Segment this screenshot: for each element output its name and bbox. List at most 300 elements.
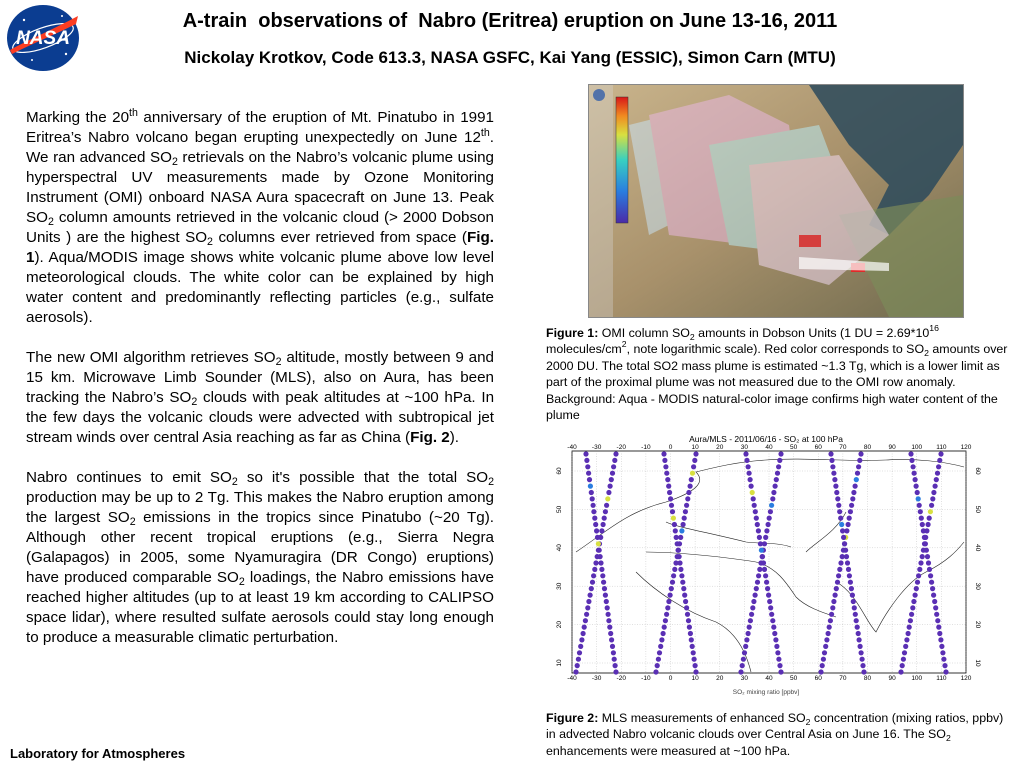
mls-measurement-point bbox=[691, 464, 696, 469]
mls-measurement-point bbox=[684, 605, 689, 610]
lon-tick-top: 110 bbox=[936, 444, 947, 451]
mls-measurement-point bbox=[919, 516, 924, 521]
lon-tick-bottom: 0 bbox=[668, 675, 673, 682]
lon-tick-top: 0 bbox=[668, 444, 673, 451]
mls-measurement-point bbox=[657, 650, 662, 655]
mls-measurement-point bbox=[942, 663, 947, 668]
mls-measurement-point bbox=[931, 490, 936, 495]
mls-measurement-point bbox=[754, 586, 759, 591]
mls-measurement-point bbox=[853, 612, 858, 617]
mls-measurement-point bbox=[678, 567, 683, 572]
mls-measurement-point bbox=[920, 522, 925, 527]
mls-measurement-point bbox=[860, 663, 865, 668]
lat-tick-right: 50 bbox=[974, 505, 981, 514]
mls-measurement-point bbox=[676, 548, 681, 553]
lat-tick-left: 60 bbox=[556, 467, 563, 475]
nasa-logo bbox=[2, 2, 84, 74]
lat-tick-right: 60 bbox=[974, 467, 981, 475]
mls-measurement-point bbox=[769, 503, 774, 508]
lon-tick-bottom: -10 bbox=[641, 675, 651, 682]
mls-measurement-point bbox=[746, 631, 751, 636]
paragraph-3: Nabro continues to emit $SO_2$ so it's possible that the total $SO_2$ production may be up to 2 Tg. This makes the Nabro eruption among the largest $SO_2$ emissions in the tropics since Pinatubo (~20 Tg). Although other recent tropical eruptions (e.g., Sierra Negra (Galapagos) in 2005, some Nyamuragira (DR Congo) eruptions) have produced comparable $SO_2$ loadings, the Nabro emissions have reached higher altitudes (up to at least 19 km according to CALIPSO space lidar), where resulted sulfate aerosols could stay long enough to produce a measurable climatic perturbation. bbox=[26, 469, 494, 646]
mls-measurement-point bbox=[934, 612, 939, 617]
mls-measurement-point bbox=[673, 528, 678, 533]
mls-measurement-point bbox=[750, 605, 755, 610]
mls-measurement-point bbox=[860, 657, 865, 662]
mls-measurement-point bbox=[670, 580, 675, 585]
mls-measurement-point bbox=[605, 496, 610, 501]
mls-measurement-point bbox=[929, 580, 934, 585]
mls-measurement-point bbox=[678, 535, 683, 540]
mls-measurement-point bbox=[755, 522, 760, 527]
lat-tick-right: 20 bbox=[974, 620, 981, 629]
colorbar-label: SO₂ mixing ratio [ppbv] bbox=[732, 689, 800, 696]
mls-measurement-point bbox=[853, 484, 858, 489]
mls-measurement-point bbox=[851, 490, 856, 495]
mls-measurement-point bbox=[664, 612, 669, 617]
mls-measurement-point bbox=[836, 503, 841, 508]
mls-measurement-point bbox=[850, 593, 855, 598]
mls-measurement-point bbox=[836, 573, 841, 578]
mls-measurement-point bbox=[602, 516, 607, 521]
lon-tick-top: -40 bbox=[567, 444, 577, 451]
mls-measurement-point bbox=[591, 573, 596, 578]
mls-measurement-point bbox=[600, 573, 605, 578]
mls-measurement-point bbox=[775, 471, 780, 476]
lon-tick-top: -20 bbox=[616, 444, 626, 451]
mls-measurement-point bbox=[743, 451, 748, 456]
mls-measurement-point bbox=[851, 599, 856, 604]
mls-measurement-point bbox=[931, 593, 936, 598]
mls-measurement-point bbox=[665, 477, 670, 482]
mls-measurement-point bbox=[829, 458, 834, 463]
lat-tick-left: 40 bbox=[556, 544, 563, 552]
mls-measurement-point bbox=[581, 631, 586, 636]
figure-1-satellite-image bbox=[588, 84, 964, 318]
mls-measurement-point bbox=[585, 605, 590, 610]
mls-measurement-point bbox=[680, 580, 685, 585]
mls-measurement-point bbox=[842, 541, 847, 546]
mls-measurement-point bbox=[918, 560, 923, 565]
mls-measurement-point bbox=[665, 605, 670, 610]
mls-measurement-point bbox=[738, 669, 743, 674]
figure-2-mls-map bbox=[546, 432, 986, 702]
mls-measurement-point bbox=[672, 567, 677, 572]
mls-measurement-point bbox=[659, 637, 664, 642]
mls-measurement-point bbox=[664, 471, 669, 476]
mls-measurement-point bbox=[764, 528, 769, 533]
lon-tick-bottom: 50 bbox=[790, 675, 798, 682]
mls-measurement-point bbox=[920, 554, 925, 559]
mls-measurement-point bbox=[746, 464, 751, 469]
mls-measurement-point bbox=[935, 618, 940, 623]
lon-tick-bottom: 10 bbox=[691, 675, 699, 682]
fig2-reference: Fig. 2 bbox=[410, 429, 450, 446]
mls-measurement-point bbox=[769, 612, 774, 617]
mls-measurement-point bbox=[606, 618, 611, 623]
lat-tick-left: 50 bbox=[556, 505, 563, 514]
mls-measurement-point bbox=[846, 567, 851, 572]
mls-measurement-point bbox=[824, 637, 829, 642]
mls-measurement-point bbox=[914, 484, 919, 489]
mls-measurement-point bbox=[682, 593, 687, 598]
mls-measurement-point bbox=[666, 484, 671, 489]
mls-measurement-point bbox=[584, 458, 589, 463]
footer-lab: Laboratory for Atmospheres bbox=[10, 746, 186, 761]
mls-measurement-point bbox=[752, 503, 757, 508]
mls-measurement-point bbox=[858, 451, 863, 456]
lon-tick-bottom: 40 bbox=[765, 675, 773, 682]
mls-measurement-point bbox=[679, 573, 684, 578]
mls-measurement-point bbox=[754, 516, 759, 521]
mls-measurement-point bbox=[753, 593, 758, 598]
mls-measurement-point bbox=[681, 586, 686, 591]
mls-measurement-point bbox=[685, 612, 690, 617]
mls-measurement-point bbox=[672, 522, 677, 527]
mls-measurement-point bbox=[929, 503, 934, 508]
mls-measurement-point bbox=[748, 618, 753, 623]
mls-measurement-point bbox=[604, 599, 609, 604]
mls-measurement-point bbox=[686, 618, 691, 623]
satellite-map bbox=[589, 85, 963, 317]
mls-measurement-point bbox=[845, 560, 850, 565]
mls-measurement-point bbox=[898, 669, 903, 674]
mls-measurement-point bbox=[849, 586, 854, 591]
mls-measurement-point bbox=[744, 458, 749, 463]
mls-measurement-point bbox=[756, 528, 761, 533]
mls-measurement-point bbox=[834, 490, 839, 495]
mls-measurement-point bbox=[843, 548, 848, 553]
mls-measurement-point bbox=[772, 631, 777, 636]
mls-measurement-point bbox=[770, 618, 775, 623]
mls-measurement-point bbox=[592, 516, 597, 521]
mls-measurement-point bbox=[935, 471, 940, 476]
mls-measurement-point bbox=[844, 554, 849, 559]
mls-measurement-point bbox=[857, 637, 862, 642]
mls-measurement-point bbox=[667, 490, 672, 495]
mls-measurement-point bbox=[831, 471, 836, 476]
mls-measurement-point bbox=[591, 503, 596, 508]
mls-measurement-point bbox=[852, 605, 857, 610]
lon-tick-top: 10 bbox=[691, 444, 699, 451]
mls-measurement-point bbox=[605, 605, 610, 610]
mls-measurement-point bbox=[910, 605, 915, 610]
mls-measurement-point bbox=[749, 612, 754, 617]
mls-measurement-point bbox=[847, 573, 852, 578]
mls-measurement-point bbox=[858, 644, 863, 649]
mls-measurement-point bbox=[918, 509, 923, 514]
lon-tick-bottom: 120 bbox=[960, 675, 972, 682]
mls-measurement-point bbox=[585, 464, 590, 469]
mls-measurement-point bbox=[751, 496, 756, 501]
mls-measurement-point bbox=[847, 516, 852, 521]
mls-measurement-point bbox=[753, 509, 758, 514]
mls-measurement-point bbox=[688, 484, 693, 489]
mls-measurement-point bbox=[759, 548, 764, 553]
mls-measurement-point bbox=[915, 490, 920, 495]
figure-2-plot-title: Aura/MLS - 2011/06/16 - SO₂ at 100 hPa bbox=[689, 434, 843, 444]
mls-measurement-point bbox=[906, 631, 911, 636]
mls-measurement-point bbox=[663, 464, 668, 469]
mls-measurement-point bbox=[766, 522, 771, 527]
mls-measurement-point bbox=[687, 625, 692, 630]
mls-measurement-point bbox=[669, 586, 674, 591]
mls-measurement-point bbox=[590, 580, 595, 585]
mls-measurement-point bbox=[594, 528, 599, 533]
lon-tick-top: -10 bbox=[641, 444, 651, 451]
mls-measurement-point bbox=[751, 599, 756, 604]
mls-measurement-point bbox=[583, 451, 588, 456]
mls-measurement-point bbox=[923, 541, 928, 546]
mls-measurement-point bbox=[837, 509, 842, 514]
mls-measurement-point bbox=[661, 631, 666, 636]
mls-measurement-point bbox=[856, 631, 861, 636]
mls-measurement-point bbox=[686, 490, 691, 495]
mls-measurement-point bbox=[854, 477, 859, 482]
mls-measurement-point bbox=[900, 663, 905, 668]
mls-measurement-point bbox=[591, 509, 596, 514]
mls-measurement-point bbox=[587, 477, 592, 482]
mls-measurement-point bbox=[833, 484, 838, 489]
mls-measurement-point bbox=[582, 625, 587, 630]
mls-measurement-point bbox=[909, 458, 914, 463]
lon-tick-bottom: 60 bbox=[814, 675, 822, 682]
mls-measurement-point bbox=[916, 496, 921, 501]
lon-tick-top: 60 bbox=[814, 444, 822, 451]
lat-tick-left: 20 bbox=[556, 620, 563, 629]
lat-tick-left: 10 bbox=[556, 659, 563, 667]
mls-measurement-point bbox=[937, 458, 942, 463]
mls-measurement-point bbox=[831, 599, 836, 604]
mls-measurement-point bbox=[930, 496, 935, 501]
mls-measurement-point bbox=[748, 477, 753, 482]
lon-tick-bottom: 30 bbox=[740, 675, 748, 682]
mls-measurement-point bbox=[932, 599, 937, 604]
lon-tick-bottom: 20 bbox=[716, 675, 724, 682]
mls-measurement-point bbox=[750, 490, 755, 495]
lon-tick-top: 40 bbox=[765, 444, 773, 451]
mls-measurement-point bbox=[755, 580, 760, 585]
mls-measurement-point bbox=[608, 631, 613, 636]
mls-measurement-point bbox=[663, 618, 668, 623]
mls-measurement-point bbox=[613, 663, 618, 668]
mls-measurement-point bbox=[840, 528, 845, 533]
mls-measurement-point bbox=[747, 471, 752, 476]
mls-measurement-point bbox=[848, 509, 853, 514]
mls-measurement-point bbox=[756, 573, 761, 578]
mls-measurement-point bbox=[603, 509, 608, 514]
mls-measurement-point bbox=[741, 657, 746, 662]
mls-measurement-point bbox=[765, 586, 770, 591]
paragraph-2: The new OMI algorithm retrieves $SO_2$ altitude, mostly between 9 and 15 km. Microwave Limb Sounder (MLS), also on Aura, has been tracking the Nabro’s $SO_2$ clouds with peak altitudes at ~100 hPa. In the few days the volcanic clouds were advected with subtropical jet stream winds over central Asia reaching as far as China (Fig. 2). bbox=[26, 349, 495, 446]
mls-measurement-point bbox=[832, 477, 837, 482]
mls-measurement-point bbox=[856, 464, 861, 469]
mls-measurement-point bbox=[655, 663, 660, 668]
mls-measurement-point bbox=[611, 650, 616, 655]
mls-measurement-point bbox=[928, 573, 933, 578]
mls-measurement-point bbox=[850, 496, 855, 501]
mls-measurement-point bbox=[613, 451, 618, 456]
mls-measurement-point bbox=[679, 528, 684, 533]
mls-measurement-point bbox=[936, 464, 941, 469]
mls-measurement-point bbox=[747, 625, 752, 630]
lat-tick-right: 30 bbox=[974, 582, 981, 590]
mls-measurement-point bbox=[776, 464, 781, 469]
mls-measurement-point bbox=[685, 496, 690, 501]
lon-tick-bottom: 100 bbox=[911, 675, 923, 682]
lon-tick-top: 20 bbox=[716, 444, 724, 451]
mls-measurement-point bbox=[934, 477, 939, 482]
mls-measurement-point bbox=[662, 458, 667, 463]
mls-measurement-point bbox=[818, 669, 823, 674]
lat-tick-right: 10 bbox=[974, 659, 981, 667]
lon-tick-top: 120 bbox=[960, 444, 972, 451]
mls-measurement-point bbox=[677, 554, 682, 559]
mls-measurement-point bbox=[828, 618, 833, 623]
mls-measurement-point bbox=[589, 490, 594, 495]
mls-measurement-point bbox=[656, 657, 661, 662]
lon-tick-bottom: 70 bbox=[839, 675, 847, 682]
mls-measurement-point bbox=[677, 560, 682, 565]
mls-measurement-point bbox=[915, 580, 920, 585]
mls-measurement-point bbox=[907, 625, 912, 630]
body-text bbox=[26, 108, 494, 668]
mls-measurement-point bbox=[671, 573, 676, 578]
mls-measurement-point bbox=[855, 625, 860, 630]
mls-measurement-point bbox=[776, 657, 781, 662]
mls-measurement-point bbox=[597, 548, 602, 553]
mls-measurement-point bbox=[939, 644, 944, 649]
mls-measurement-point bbox=[611, 464, 616, 469]
mls-measurement-point bbox=[743, 644, 748, 649]
mls-measurement-point bbox=[599, 528, 604, 533]
mls-measurement-point bbox=[767, 516, 772, 521]
mls-measurement-point bbox=[770, 496, 775, 501]
mls-measurement-point bbox=[742, 650, 747, 655]
mls-measurement-point bbox=[941, 657, 946, 662]
mls-measurement-point bbox=[829, 612, 834, 617]
mls-measurement-point bbox=[901, 657, 906, 662]
mls-measurement-point bbox=[763, 573, 768, 578]
mls-measurement-point bbox=[578, 644, 583, 649]
mls-measurement-point bbox=[778, 669, 783, 674]
mls-measurement-point bbox=[820, 663, 825, 668]
mls-measurement-point bbox=[767, 599, 772, 604]
mls-measurement-point bbox=[692, 657, 697, 662]
mls-measurement-point bbox=[573, 669, 578, 674]
mls-measurement-point bbox=[577, 650, 582, 655]
mls-measurement-point bbox=[835, 496, 840, 501]
mls-measurement-point bbox=[911, 599, 916, 604]
mls-measurement-point bbox=[596, 541, 601, 546]
mls-measurement-point bbox=[777, 663, 782, 668]
mls-measurement-point bbox=[904, 637, 909, 642]
mls-measurement-point bbox=[682, 516, 687, 521]
mls-measurement-point bbox=[606, 490, 611, 495]
mls-measurement-point bbox=[857, 458, 862, 463]
mls-measurement-point bbox=[846, 522, 851, 527]
mls-measurement-point bbox=[841, 535, 846, 540]
mls-measurement-point bbox=[936, 625, 941, 630]
mls-measurement-point bbox=[773, 637, 778, 642]
mls-measurement-point bbox=[671, 516, 676, 521]
mls-measurement-point bbox=[612, 657, 617, 662]
mls-measurement-point bbox=[588, 593, 593, 598]
mls-measurement-point bbox=[774, 644, 779, 649]
mls-measurement-point bbox=[922, 535, 927, 540]
mls-measurement-point bbox=[690, 471, 695, 476]
mls-measurement-point bbox=[766, 593, 771, 598]
mls-measurement-point bbox=[837, 567, 842, 572]
mls-measurement-point bbox=[593, 522, 598, 527]
mls-measurement-point bbox=[826, 631, 831, 636]
mls-measurement-point bbox=[595, 535, 600, 540]
mls-measurement-point bbox=[849, 503, 854, 508]
page-title: A-train observations of Nabro (Eritrea) eruption on June 13-16, 2011 bbox=[182, 10, 838, 32]
mls-measurement-point bbox=[598, 560, 603, 565]
mls-measurement-point bbox=[924, 548, 929, 553]
mls-measurement-point bbox=[693, 669, 698, 674]
mls-measurement-point bbox=[653, 669, 658, 674]
mls-measurement-point bbox=[609, 637, 614, 642]
lon-tick-top: 80 bbox=[863, 444, 872, 451]
mls-measurement-point bbox=[913, 477, 918, 482]
mls-measurement-point bbox=[777, 458, 782, 463]
lon-tick-top: 30 bbox=[740, 444, 748, 451]
mls-measurement-point bbox=[579, 637, 584, 642]
mls-measurement-point bbox=[773, 484, 778, 489]
lon-tick-top: -30 bbox=[591, 444, 602, 451]
lon-tick-top: 90 bbox=[888, 444, 896, 451]
lat-tick-left: 30 bbox=[556, 582, 563, 590]
mls-measurement-point bbox=[917, 567, 922, 572]
mls-measurement-point bbox=[925, 554, 930, 559]
mls-measurement-point bbox=[598, 554, 603, 559]
lon-tick-bottom: 80 bbox=[863, 675, 872, 682]
mls-measurement-point bbox=[914, 586, 919, 591]
mls-measurement-point bbox=[601, 580, 606, 585]
mls-measurement-point bbox=[848, 580, 853, 585]
mls-measurement-point bbox=[834, 586, 839, 591]
mls-measurement-point bbox=[775, 650, 780, 655]
mls-measurement-point bbox=[593, 560, 598, 565]
mls-measurement-point bbox=[902, 650, 907, 655]
lon-tick-bottom: 110 bbox=[936, 675, 947, 682]
mls-measurement-point bbox=[764, 580, 769, 585]
mls-measurement-point bbox=[612, 458, 617, 463]
lon-tick-top: 100 bbox=[911, 444, 923, 451]
mls-measurement-point bbox=[613, 669, 618, 674]
mls-measurement-point bbox=[610, 471, 615, 476]
mls-measurement-point bbox=[609, 477, 614, 482]
mls-measurement-point bbox=[607, 625, 612, 630]
mls-measurement-point bbox=[588, 484, 593, 489]
mls-measurement-point bbox=[589, 586, 594, 591]
mls-measurement-point bbox=[576, 657, 581, 662]
mls-measurement-point bbox=[583, 618, 588, 623]
mls-measurement-point bbox=[930, 586, 935, 591]
mls-measurement-point bbox=[668, 496, 673, 501]
mls-measurement-point bbox=[940, 650, 945, 655]
mls-measurement-point bbox=[768, 509, 773, 514]
mls-measurement-point bbox=[909, 612, 914, 617]
mls-measurement-point bbox=[933, 605, 938, 610]
mls-measurement-point bbox=[908, 451, 913, 456]
mls-measurement-point bbox=[668, 593, 673, 598]
mls-measurement-point bbox=[823, 644, 828, 649]
mls-measurement-point bbox=[855, 471, 860, 476]
mls-measurement-point bbox=[661, 451, 666, 456]
